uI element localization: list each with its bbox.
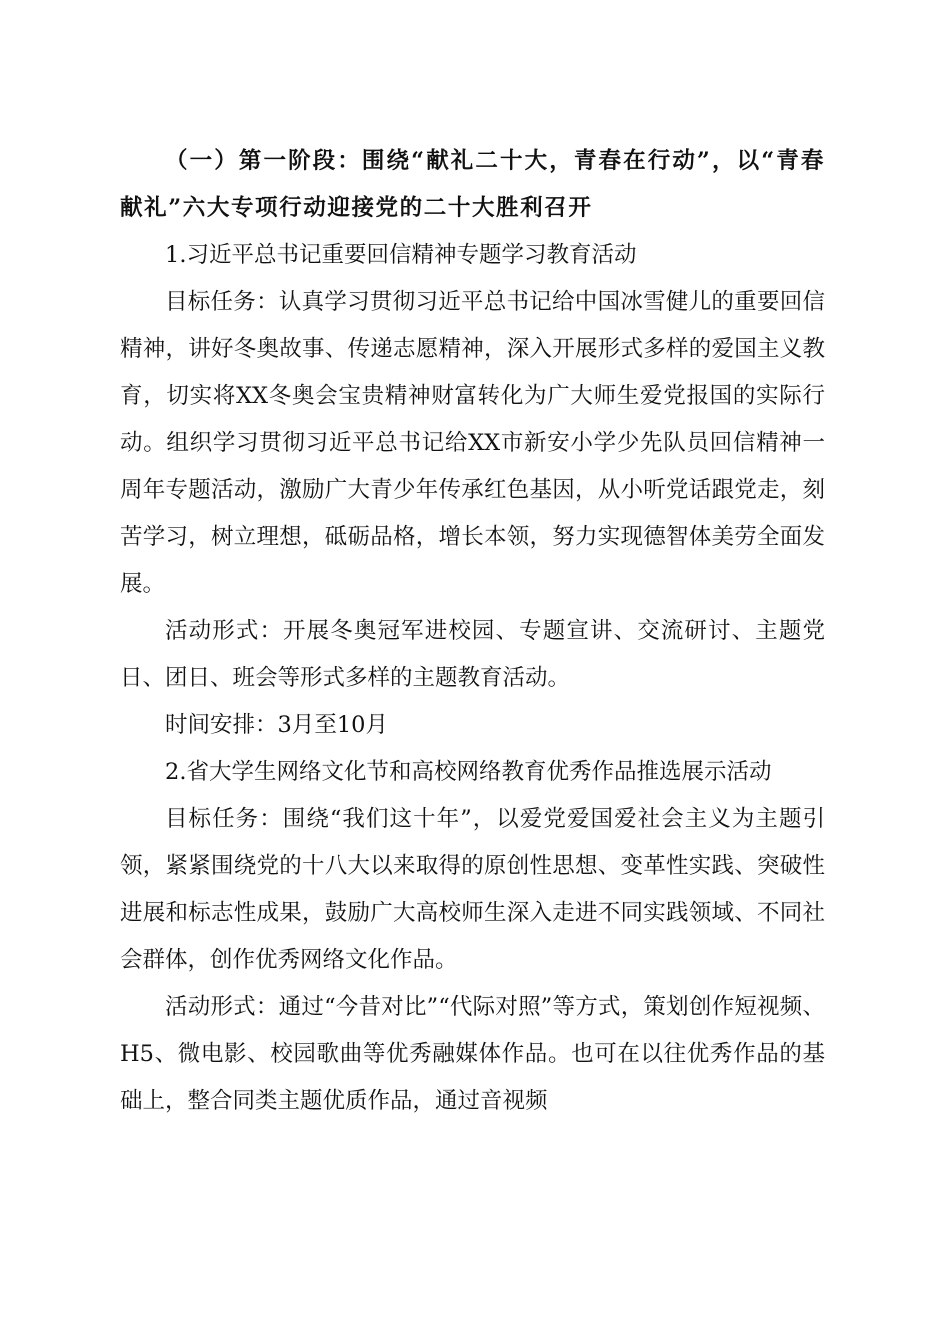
- item-1-title: 1.习近平总书记重要回信精神专题学习教育活动: [165, 242, 637, 268]
- section-heading: （一）第一阶段：围绕“献礼二十大，青春在行动”，以“青春献礼”六大专项行动迎接党的二十大胜利召开: [120, 148, 825, 221]
- item-2-title: 2.省大学生网络文化节和高校网络教育优秀作品推选展示活动: [165, 759, 772, 785]
- item-1-format-paragraph: 活动形式：开展冬奥冠军进校园、专题宣讲、交流研讨、主题党日、团日、班会等形式多样的主题教育活动。: [120, 618, 825, 691]
- document-body: [120, 138, 825, 1125]
- item-2-format-paragraph: 活动形式：通过“今昔对比”“代际对照”等方式，策划创作短视频、H5、微电影、校园歌曲等优秀融媒体作品。也可在以往优秀作品的基础上，整合同类主题优质作品，通过音视频: [120, 994, 825, 1114]
- item-2-goal-paragraph: 目标任务：围绕“我们这十年”，以爱党爱国爱社会主义为主题引领，紧紧围绕党的十八大以来取得的原创性思想、变革性实践、突破性进展和标志性成果，鼓励广大高校师生深入走进不同实践领域、不同社会群体，创作优秀网络文化作品。: [120, 806, 825, 973]
- item-1-goal-paragraph: 目标任务：认真学习贯彻习近平总书记给中国冰雪健儿的重要回信精神，讲好冬奥故事、传递志愿精神，深入开展形式多样的爱国主义教育，切实将XX冬奥会宝贵精神财富转化为广大师生爱党报国的实际行动。组织学习贯彻习近平总书记给XX市新安小学少先队员回信精神一周年专题活动，激励广大青少年传承红色基因，从小听党话跟党走，刻苦学习，树立理想，砥砺品格，增长本领，努力实现德智体美劳全面发展。: [120, 289, 825, 597]
- item-1-schedule-paragraph: 时间安排：3月至10月: [165, 712, 388, 738]
